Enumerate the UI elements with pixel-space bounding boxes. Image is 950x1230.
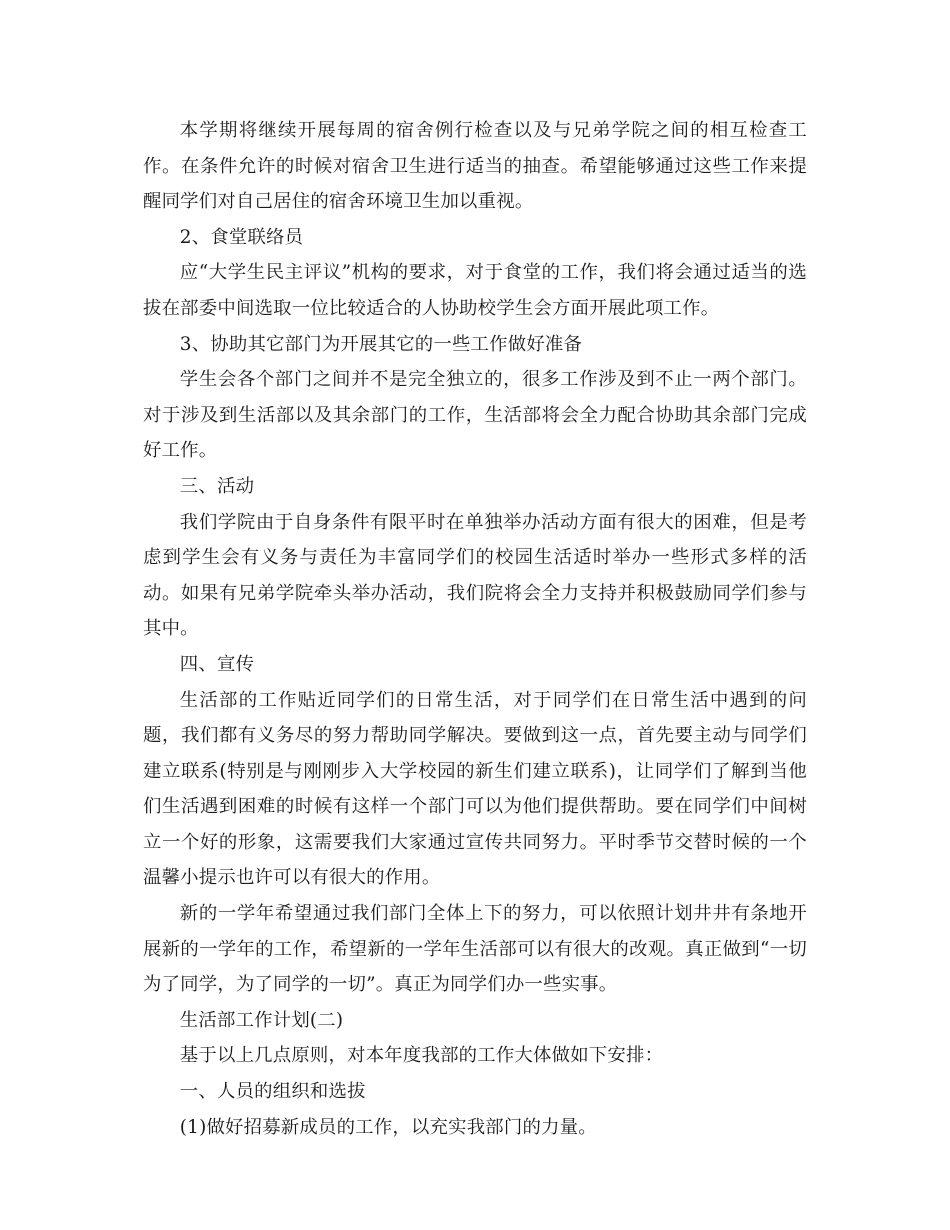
paragraph-canteen: 应“大学生民主评议”机构的要求，对于食堂的工作，我们将会通过适当的选拔在部委中间选取一位比较适合的人协助校学生会方面开展此项工作。: [143, 262, 807, 319]
list-item-recruit: (1)做好招募新成员的工作，以充实我部门的力量。: [179, 1116, 597, 1138]
paragraph-publicity: 生活部的工作贴近同学们的日常生活，对于同学们在日常生活中遇到的问题，我们都有义务尽的努力帮助同学解决。要做到这一点，首先要主动与同学们建立联系(特别是与刚刚步入大学校园的新生们建立联系)，让同学们了解到当他们生活遇到困难的时候有这样一个部门可以为他们提供帮助。要在同学们中间树立一个好的形象，这需要我们大家通过宣传共同努力。平时季节交替时候的一个温馨小提示也许可以有很大的作用。: [143, 689, 807, 889]
paragraph-arrangement: 基于以上几点原则，对本年度我部的工作大体做如下安排：: [179, 1045, 664, 1067]
heading-personnel: 一、人员的组织和选拔: [179, 1081, 366, 1103]
heading-activities: 三、活动: [179, 475, 255, 497]
heading-plan-two: 生活部工作计划(二): [179, 1009, 344, 1031]
paragraph-activities: 我们学院由于自身条件有限平时在单独举办活动方面有很大的困难，但是考虑到学生会有义务与责任为丰富同学们的校园生活适时举办一些形式多样的活动。如果有兄弟学院牵头举办活动，我们院将会全力支持并积极鼓励同学们参与其中。: [143, 511, 807, 640]
paragraph-assist-departments: 学生会各个部门之间并不是完全独立的，很多工作涉及到不止一两个部门。对于涉及到生活部以及其余部门的工作，生活部将会全力配合协助其余部门完成好工作。: [143, 369, 807, 462]
heading-publicity: 四、宣传: [179, 653, 255, 675]
document-body: [143, 113, 807, 1145]
heading-assist-departments: 3、协助其它部门为开展其它的一些工作做好准备: [179, 333, 583, 355]
heading-canteen-liaison: 2、食堂联络员: [179, 226, 304, 248]
paragraph-dorm-inspection: 本学期将继续开展每周的宿舍例行检查以及与兄弟学院之间的相互检查工作。在条件允许的时候对宿舍卫生进行适当的抽查。希望能够通过这些工作来提醒同学们对自己居住的宿舍环境卫生加以重视。: [143, 120, 807, 213]
paragraph-new-year: 新的一学年希望通过我们部门全体上下的努力，可以依照计划井井有条地开展新的一学年的工作，希望新的一学年生活部可以有很大的改观。真正做到“一切为了同学，为了同学的一切”。真正为同学们办一些实事。: [143, 903, 807, 996]
